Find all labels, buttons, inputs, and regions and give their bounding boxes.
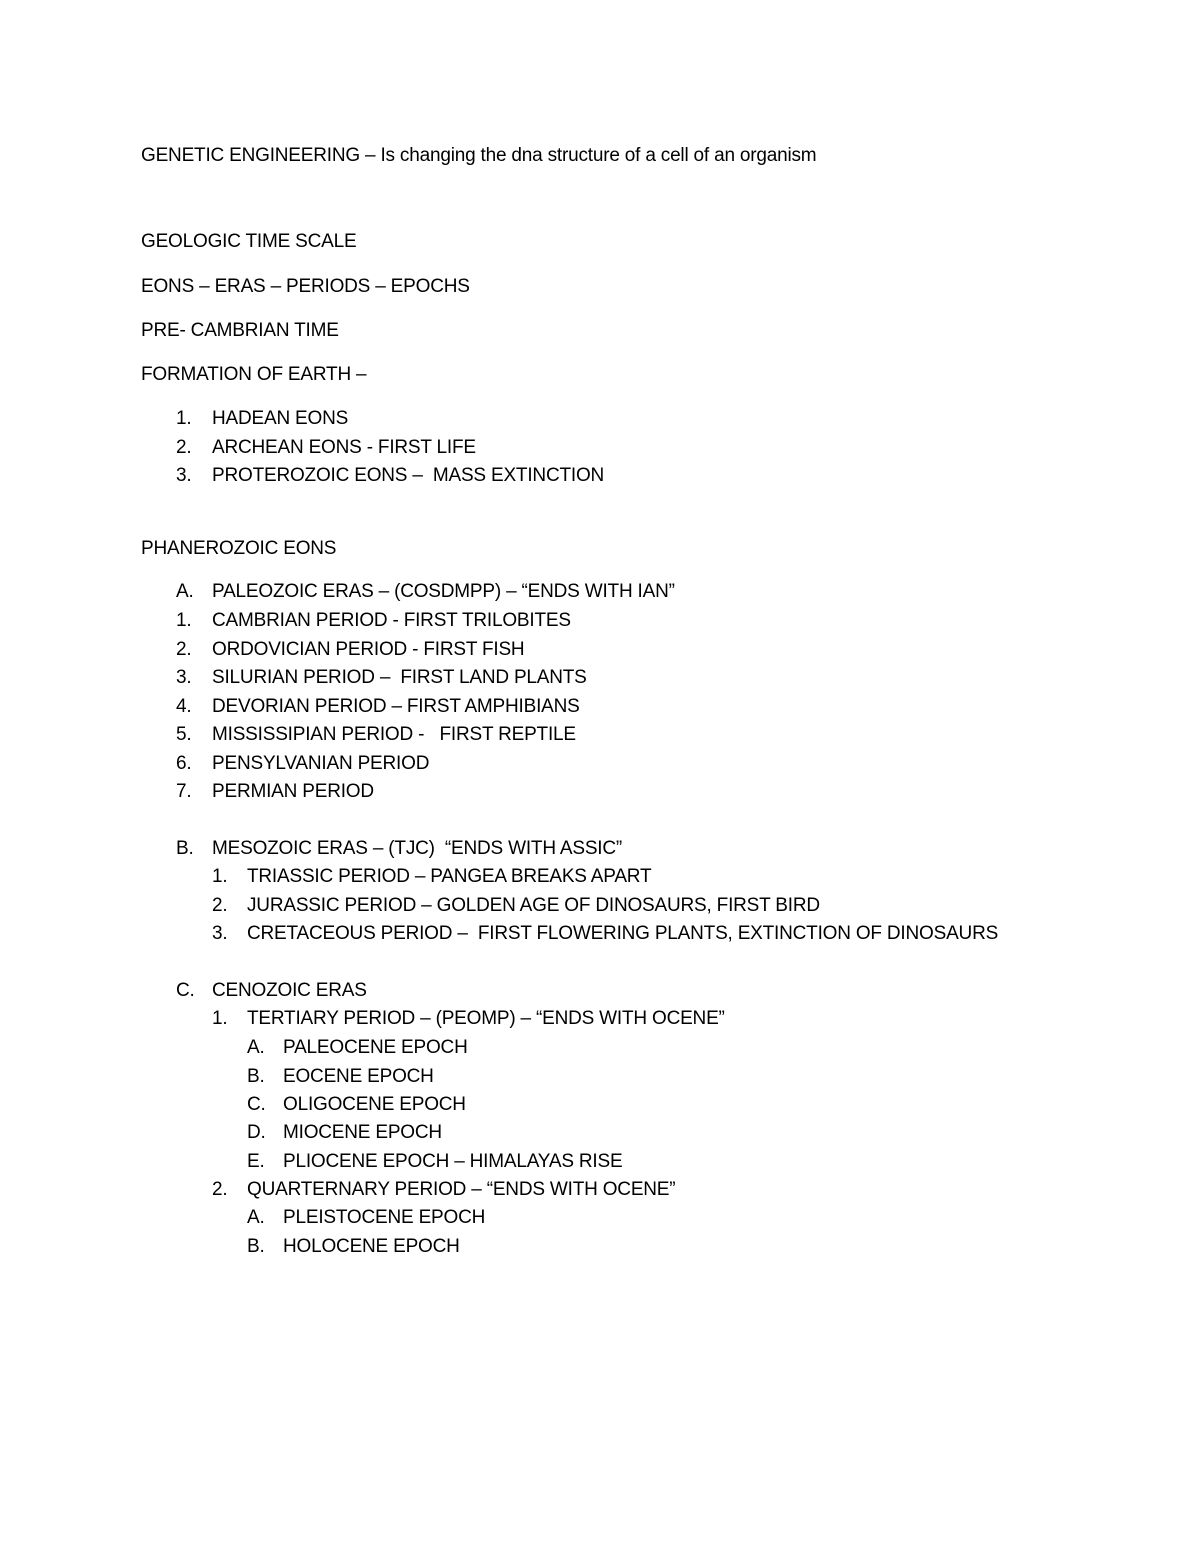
list-item: DEVORIAN PERIOD – FIRST AMPHIBIANS: [212, 696, 580, 717]
list-marker: B.: [247, 1236, 265, 1257]
list-item: PERMIAN PERIOD: [212, 781, 374, 802]
list-item: MISSISSIPIAN PERIOD - FIRST REPTILE: [212, 724, 576, 745]
list-item: PROTEROZOIC EONS – MASS EXTINCTION: [212, 465, 605, 486]
list-item: SILURIAN PERIOD – FIRST LAND PLANTS: [212, 667, 587, 688]
intro-text: GENETIC ENGINEERING – Is changing the dna structure of a cell of an organism: [141, 145, 817, 166]
heading-time-scale: GEOLOGIC TIME SCALE: [141, 231, 357, 252]
list-marker: 1.: [176, 408, 192, 429]
list-marker: 7.: [176, 781, 192, 802]
list-marker: 1.: [212, 866, 228, 887]
list-item: CAMBRIAN PERIOD - FIRST TRILOBITES: [212, 610, 571, 631]
list-item: JURASSIC PERIOD – GOLDEN AGE OF DINOSAURS, FIRST BIRD: [247, 895, 820, 916]
list-marker: A.: [247, 1037, 265, 1058]
list-item: PLEISTOCENE EPOCH: [283, 1207, 486, 1228]
heading-phanerozoic: PHANEROZOIC EONS: [141, 538, 337, 559]
heading-precambrian: PRE- CAMBRIAN TIME: [141, 320, 339, 341]
list-marker: D.: [247, 1122, 266, 1143]
list-item: PENSYLVANIAN PERIOD: [212, 753, 430, 774]
list-item: MIOCENE EPOCH: [283, 1122, 442, 1143]
list-marker: 5.: [176, 724, 192, 745]
list-item: PALEOCENE EPOCH: [283, 1037, 468, 1058]
list-marker: 3.: [176, 465, 192, 486]
list-marker: E.: [247, 1151, 265, 1172]
list-marker: 2.: [176, 437, 192, 458]
list-marker: B.: [176, 838, 194, 859]
list-marker: A.: [247, 1207, 265, 1228]
list-marker: 2.: [212, 895, 228, 916]
list-marker: 2.: [212, 1179, 228, 1200]
period-title: QUARTERNARY PERIOD – “ENDS WITH OCENE”: [247, 1179, 676, 1200]
era-title: CENOZOIC ERAS: [212, 980, 367, 1001]
list-marker: 4.: [176, 696, 192, 717]
list-item: PLIOCENE EPOCH – HIMALAYAS RISE: [283, 1151, 623, 1172]
list-marker: 1.: [176, 610, 192, 631]
list-marker: 2.: [176, 639, 192, 660]
list-marker: 3.: [212, 923, 228, 944]
list-marker: C.: [176, 980, 195, 1001]
heading-divisions: EONS – ERAS – PERIODS – EPOCHS: [141, 276, 470, 297]
list-item: ORDOVICIAN PERIOD - FIRST FISH: [212, 639, 525, 660]
period-title: TERTIARY PERIOD – (PEOMP) – “ENDS WITH OCENE”: [247, 1008, 725, 1029]
list-marker: C.: [247, 1094, 266, 1115]
list-marker: 3.: [176, 667, 192, 688]
list-item: HADEAN EONS: [212, 408, 349, 429]
era-title: MESOZOIC ERAS – (TJC) “ENDS WITH ASSIC”: [212, 838, 623, 859]
list-item: EOCENE EPOCH: [283, 1066, 434, 1087]
list-marker: 1.: [212, 1008, 228, 1029]
list-marker: B.: [247, 1066, 265, 1087]
list-item: HOLOCENE EPOCH: [283, 1236, 460, 1257]
list-item: TRIASSIC PERIOD – PANGEA BREAKS APART: [247, 866, 652, 887]
list-item: OLIGOCENE EPOCH: [283, 1094, 466, 1115]
list-item: CRETACEOUS PERIOD – FIRST FLOWERING PLANTS, EXTINCTION OF DINOSAURS: [247, 923, 999, 944]
era-title: PALEOZOIC ERAS – (COSDMPP) – “ENDS WITH IAN”: [212, 581, 675, 602]
list-item: ARCHEAN EONS - FIRST LIFE: [212, 437, 476, 458]
heading-formation: FORMATION OF EARTH –: [141, 364, 367, 385]
list-marker: 6.: [176, 753, 192, 774]
list-marker: A.: [176, 581, 194, 602]
